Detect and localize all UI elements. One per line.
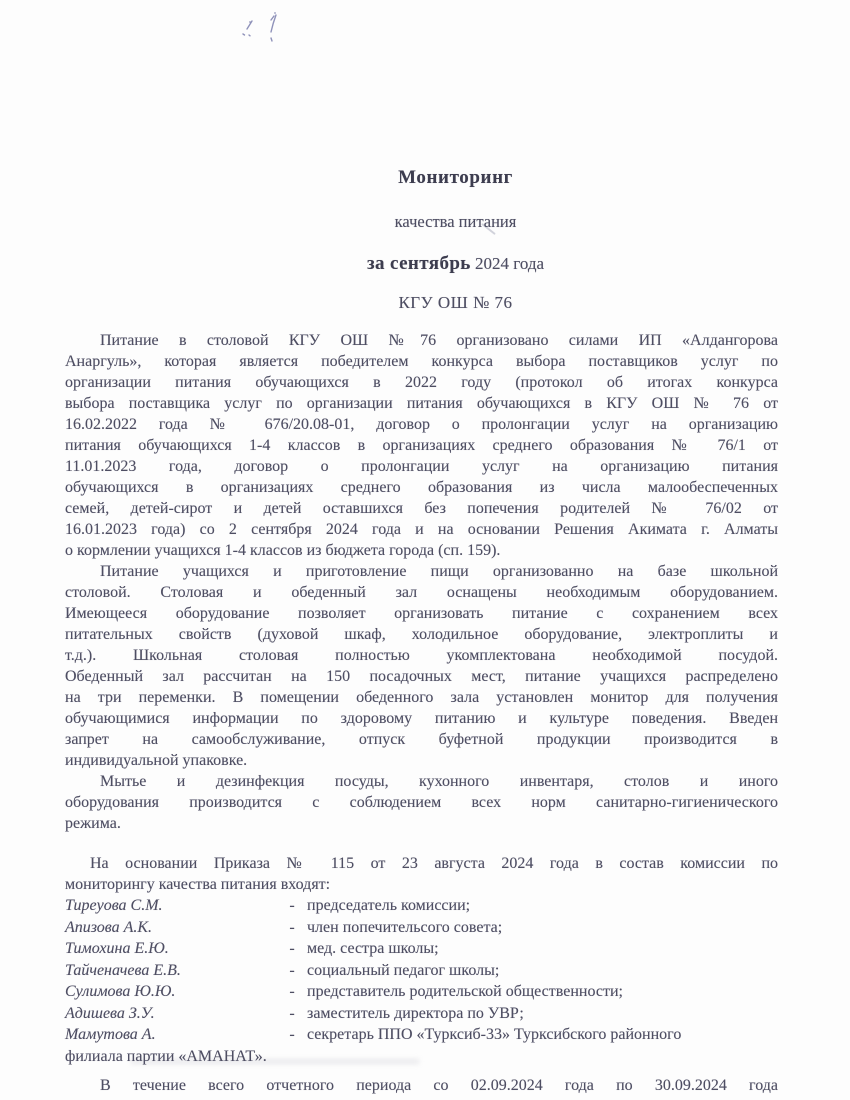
- text-line: т.д.). Школьная столовая полностью укомплектована необходимой посудой.: [65, 647, 778, 664]
- paragraph: [65, 771, 778, 834]
- member-row: [65, 1003, 778, 1025]
- commission-intro-line: На основании Приказа № 115 от 23 августа 2024 года в состав комиссии по: [90, 855, 778, 872]
- member-role: секретарь ППО «Турксиб-33» Турксибского районного: [307, 1026, 682, 1043]
- text-line: организации питания обучающихся в 2022 году (протокол об итогах конкурса: [65, 374, 778, 391]
- text-line: на три переменки. В помещении обеденного зала установлен монитор для получения: [65, 689, 778, 706]
- footer-paragraph-line: В течение всего отчетного периода со 02.09.2024 года по 30.09.2024 года: [100, 1077, 778, 1094]
- member-row: [65, 895, 778, 917]
- member-role: социальный педагог школы;: [307, 961, 500, 979]
- member-dash: -: [289, 1026, 295, 1043]
- member-name: Тимохина Е.Ю.: [65, 940, 169, 957]
- text-line: питания обучающихся 1-4 классов в организациях среднего образования № 76/1 от: [65, 437, 778, 454]
- member-role: представитель родительской общественности;: [307, 983, 623, 1000]
- member-name: Адишева З.У.: [65, 1004, 155, 1022]
- text-line: индивидуальной упаковке.: [65, 752, 248, 769]
- member-dash: -: [289, 983, 295, 1000]
- document-content: [65, 0, 778, 1096]
- paragraph: [65, 330, 778, 561]
- text-line: запрет на самообслуживание, отпуск буфетной продукции производится в: [65, 731, 778, 748]
- member-name: Тиреуова С.М.: [65, 897, 163, 914]
- member-dash: -: [289, 961, 295, 979]
- doc-period: [99, 252, 812, 276]
- doc-subtitle: качества питания: [394, 212, 517, 231]
- member-dash: -: [289, 940, 295, 957]
- member-row: [65, 938, 778, 960]
- doc-school-name: КГУ ОШ № 76: [398, 293, 513, 312]
- text-line: Имеющееся оборудование позволяет организовать питание с сохранением всех: [65, 605, 778, 622]
- commission-intro: [65, 853, 778, 895]
- text-line: Питание учащихся и приготовление пищи организованно на базе школьной: [100, 563, 778, 580]
- doc-title: Мониторинг: [398, 167, 513, 188]
- text-line: 11.01.2023 года, договор о пролонгации услуг на организацию питания: [65, 458, 778, 475]
- text-line: режима.: [65, 815, 121, 832]
- text-line: Мытье и дезинфекция посуды, кухонного инвентаря, столов и иного: [100, 773, 778, 790]
- document-header: [99, 166, 812, 314]
- member-role: председатель комиссии;: [307, 897, 471, 914]
- member-role-continuation: филиала партии «АМАНАТ».: [65, 1047, 267, 1065]
- text-line: 16.02.2022 года № 676/20.08-01, договор о пролонгации услуг на организацию: [65, 416, 778, 433]
- member-row: [65, 1024, 778, 1046]
- text-line: обучающимися информации по здоровому питанию и культуре поведения. Введен: [65, 710, 778, 727]
- commission-section: [65, 853, 778, 1067]
- member-name: Мамутова А.: [65, 1026, 156, 1043]
- member-dash: -: [289, 897, 295, 914]
- member-name: Сулимова Ю.Ю.: [65, 983, 176, 1000]
- paragraph: [65, 561, 778, 771]
- text-line: оборудования производится с соблюдением всех норм санитарно-гигиенического: [65, 794, 778, 811]
- member-dash: -: [289, 918, 295, 936]
- text-line: Питание в столовой КГУ ОШ №76 организовано силами ИП «Алдангорова: [100, 332, 778, 349]
- member-role: заместитель директора по УВР;: [307, 1004, 524, 1022]
- member-name: Тайченачева Е.В.: [65, 961, 181, 979]
- member-name: Апизова А.К.: [65, 918, 153, 936]
- member-row: [65, 960, 778, 982]
- doc-period-month: за сентябрь: [366, 253, 471, 274]
- member-row: [65, 917, 778, 939]
- text-line: Анаргуль», которая является победителем конкурса выбора поставщиков услуг по: [65, 353, 778, 370]
- text-line: семей, детей-сирот и детей оставшихся без попечения родителей № 76/02 от: [65, 500, 778, 517]
- commission-intro-line: мониторингу качества питания входят:: [65, 876, 331, 893]
- text-line: питательных свойств (духовой шкаф, холодильное оборудование, электроплиты и: [65, 626, 778, 643]
- member-role: мед. сестра школы;: [307, 940, 439, 957]
- text-line: выбора поставщика услуг по организации питания обучающихся в КГУ ОШ № 76 от: [65, 395, 778, 412]
- member-dash: -: [289, 1004, 295, 1022]
- text-line: Обеденный зал рассчитан на 150 посадочных мест, питание учащихся распределено: [65, 668, 778, 685]
- commission-members-list: [65, 895, 778, 1046]
- text-line: обучающихся в организациях среднего образования из числа малообеспеченных: [65, 479, 778, 496]
- body-paragraphs: [65, 330, 778, 834]
- text-line: столовой. Столовая и обеденный зал оснащены необходимым оборудованием.: [65, 584, 778, 601]
- text-line: о кормлении учащихся 1-4 классов из бюджета города (сп. 159).: [65, 542, 501, 559]
- doc-period-year: 2024 года: [470, 254, 545, 273]
- member-row: [65, 981, 778, 1003]
- text-line: 16.01.2023 года) со 2 сентября 2024 года и на основании Решения Акимата г. Алматы: [65, 521, 778, 538]
- member-role: член попечительсого совета;: [307, 918, 503, 936]
